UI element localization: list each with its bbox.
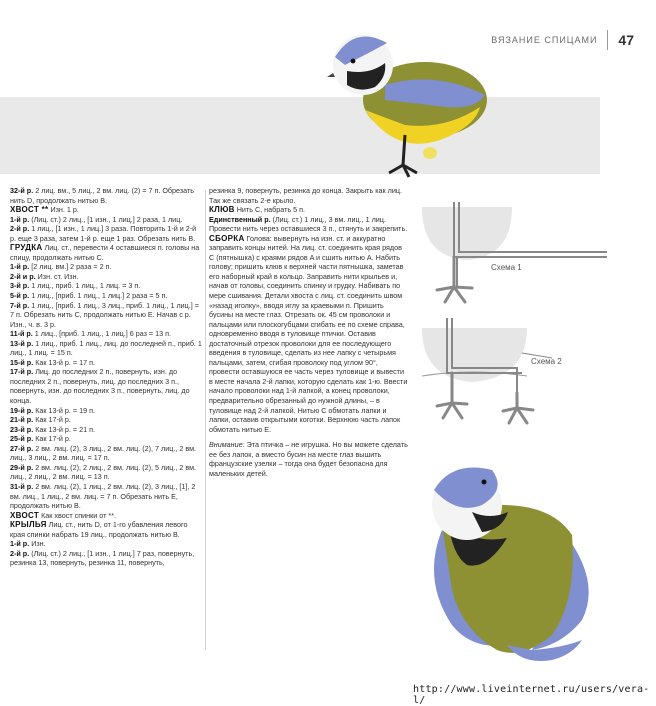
instruction-paragraph xyxy=(209,215,409,234)
row-label: 13-й р. xyxy=(10,338,34,348)
instruction-paragraph xyxy=(10,262,202,272)
instruction-text: Нить C, набрать 5 п. xyxy=(234,205,305,215)
row-label: 21-й р. xyxy=(10,415,34,425)
section-heading: КЛЮВ xyxy=(209,205,235,215)
row-label: 1-й р. xyxy=(10,214,30,224)
instruction-paragraph xyxy=(10,406,202,416)
instruction-text: 2 вм. лиц. (2), 2 лиц., 2 вм. лиц. (2), 5 лиц., 2 вм. лиц., 2 лиц., 2 вм. лиц. = 13 п. xyxy=(10,462,197,482)
instruction-text: Изн. 1 р. xyxy=(48,205,79,215)
section-title: ВЯЗАНИЕ СПИЦАМИ xyxy=(491,35,598,45)
row-label: 1-й р. xyxy=(10,262,30,272)
instruction-paragraph xyxy=(10,539,202,549)
row-label: 25-й р. xyxy=(10,434,34,444)
instruction-paragraph xyxy=(10,434,202,444)
instruction-paragraph xyxy=(10,281,202,291)
instruction-paragraph xyxy=(10,367,202,405)
instruction-text: 2 лиц. вм., 5 лиц., 2 вм. лиц. (2) = 7 п. Обрезать нить D, продолжать нитью B. xyxy=(10,186,195,205)
instruction-text: Голова: вывернуть на изн. ст. и аккуратно заправить концы нитей. На лиц. ст. соединить края рядов C (пятнышка) с краями рядов A и сшить нитью A. Набить голову; пришить клюв к верхней части пятнышка, заметав его наборный край в кольцо. Заправить нити крыльев и, начав от головы, соединить спинку и грудку. Набивать по мере сшивания. Детали хвоста с лиц. ст. соединить швом «назад иголку», вводя иглу за краевыми п. Пришить бусины на месте глаз. Отрезать ок. 45 см проволоки и пальцами или плоскогубцами сгибать ее по схеме справа, одновременно вводя в туловище птички. Оставив достаточный отрезок проволоки для ее последующего введения в туловище, сделать из нее лапку с четырьмя пальцами, затем, сгибая проволоку под углом 90°, провести оставшуюся ее часть через туловище и вывести в месте начала 2-й лапки, которую сделать как 1-ю. Ввести начало проволоки над 1-й лапкой, а конец проволоки, предварительно обрезанный до нужной длины, – в туловище над 2-й лапкой. Нитью C обмотать лапки и лапки, оставив открытыми коготки. Верхнюю часть лапок обмотать нитью E. xyxy=(209,233,408,434)
row-label: 19-й р. xyxy=(10,405,34,415)
section-heading: СБОРКА xyxy=(209,233,245,243)
source-url: http://www.liveinternet.ru/users/vera-l/ xyxy=(413,684,650,706)
column-divider xyxy=(205,190,206,650)
row-label: 31-й р. xyxy=(10,481,34,491)
instruction-paragraph xyxy=(10,291,202,301)
instruction-paragraph xyxy=(10,511,202,521)
row-label: 3-й р. xyxy=(10,281,30,291)
instruction-text: 1 лиц., [приб. 1 лиц., 3 лиц., приб. 1 лиц., 1 лиц.] = 7 п. Обрезать нить C, продолжать нитью E. Начав с р. Изн., ч. в. 3 р. xyxy=(10,300,199,329)
instruction-paragraph xyxy=(10,463,202,482)
row-label: 23-й р. xyxy=(10,424,34,434)
instruction-text: 1 лиц., приб. 1 лиц., 1 лиц. = 3 п. xyxy=(29,281,141,291)
hero-photo-band xyxy=(0,97,600,174)
instruction-text: Эта птичка – не игрушка. Но вы можете сделать ее без лапок, а вместо бусин на месте глаз вышить французские узелки – тогда она будет безопасна для маленьких детей. xyxy=(209,440,408,478)
row-label: 2-й и р. xyxy=(10,271,36,281)
instruction-paragraph xyxy=(10,520,202,539)
instruction-paragraph xyxy=(10,272,202,282)
instruction-paragraph xyxy=(209,234,409,434)
instruction-text: 1 лиц., [приб. 1 лиц., 1 лиц.] 6 раз = 13 п. xyxy=(32,329,172,339)
instruction-text: 2 вм. лиц. (2), 1 лиц., 2 вм. лиц. (2), 3 лиц., [1], 2 вм. лиц., 1 лиц., 2 вм. лиц. = 7 п. Обрезать нить E, продолжать нитью B. xyxy=(10,481,196,511)
scheme-2-diagram xyxy=(417,318,607,440)
instruction-text: Как 17-й р. xyxy=(33,415,71,425)
instruction-paragraph xyxy=(10,205,202,215)
bird-photo-side-view xyxy=(325,15,490,185)
instruction-paragraph xyxy=(10,339,202,358)
instruction-text: (Лиц. ст.) 1 лиц., 3 вм. лиц., 1 лиц. Провести нить через оставшиеся 3 п., стянуть и закрепить. xyxy=(209,214,408,234)
instruction-text: Лиц. ст., нить D, от 1-го убавления левого края спинки набрать 19 лиц., продолжать нитью B. xyxy=(10,520,188,539)
scheme-2-label: Схема 2 xyxy=(531,357,562,366)
section-heading: ГРУДКА xyxy=(10,243,43,253)
row-label: 7-й р. xyxy=(10,300,30,310)
instruction-text: Лиц. до последних 2 п., повернуть, изн. до последних 2 п., повернуть, лиц. до последних 3 п., повернуть, изн. до последних 3 п., повернуть, лиц. до конца. xyxy=(10,367,190,406)
instructions-column-1 xyxy=(10,186,202,568)
section-heading: КРЫЛЬЯ xyxy=(10,520,47,530)
instructions-column-2 xyxy=(209,186,409,478)
instruction-paragraph xyxy=(10,224,202,243)
instruction-paragraph xyxy=(10,215,202,225)
instruction-paragraph xyxy=(209,186,409,205)
instruction-paragraph xyxy=(10,329,202,339)
page-header xyxy=(491,30,634,50)
instruction-text: резинка 9, повернуть, резинка до конца. Закрыть как лиц. Так же связать 2-е крыло. xyxy=(209,186,402,205)
row-label: 27-й р. xyxy=(10,443,34,453)
instruction-paragraph xyxy=(10,482,202,511)
row-label: 1-й р. xyxy=(10,539,30,549)
instruction-text: [2 лиц. вм.] 2 раза = 2 п. xyxy=(29,262,112,272)
note-label: Внимание: xyxy=(209,440,245,450)
instruction-text: Как 13-й р. = 21 п. xyxy=(33,424,95,434)
bird-photo-top-view xyxy=(412,460,617,665)
section-heading: ХВОСТ xyxy=(10,510,40,520)
row-label: 2-й р. xyxy=(10,224,30,234)
instruction-text: Изн. xyxy=(29,539,46,549)
instruction-text: Изн. ст. Изн. xyxy=(35,271,79,281)
instruction-text: Лиц. ст., перевести 4 оставшиеся п. головы на спицу, продолжать нитью C. xyxy=(10,243,200,262)
scheme-1-diagram xyxy=(417,202,607,314)
row-label: 11-й р. xyxy=(10,329,33,339)
instruction-text: 1 лиц., приб. 1 лиц., лиц. до последней п., приб. 1 лиц., 1 лиц. = 15 п. xyxy=(10,338,202,358)
row-label: 29-й р. xyxy=(10,462,34,472)
instruction-paragraph xyxy=(10,301,202,330)
page-number: 47 xyxy=(618,32,634,48)
instruction-paragraph xyxy=(10,415,202,425)
instruction-text: 1 лиц., [приб. 1 лиц., 1 лиц.] 2 раза = 5 п. xyxy=(29,291,168,301)
instruction-text: Как хвост спинки от **. xyxy=(39,510,116,520)
instruction-paragraph xyxy=(10,186,202,205)
row-label: 32-й р. xyxy=(10,186,34,195)
header-divider xyxy=(607,30,608,50)
instruction-text: Как 13-й р. = 19 п. xyxy=(33,405,95,415)
instruction-paragraph xyxy=(209,205,409,215)
row-label: Единственный р. xyxy=(209,214,271,224)
scheme-1-label: Схема 1 xyxy=(491,263,522,272)
instruction-text: 1 лиц., [1 изн., 1 лиц.] 3 раза. Повторить 1-й и 2-й р. еще 3 раза, затем 1-й р. еще 1 раз. Обрезать нить B. xyxy=(10,224,197,243)
instruction-paragraph xyxy=(10,549,202,568)
row-label: 2-й р. xyxy=(10,548,30,558)
section-heading: ХВОСТ ** xyxy=(10,205,49,215)
instruction-text: 2 вм. лиц. (2), 3 лиц., 2 вм. лиц. (2), 7 лиц., 2 вм. лиц., 3 лиц., 2 вм. лиц. = 17 п. xyxy=(10,443,197,463)
instruction-text: (Лиц. ст.) 2 лиц., [1 изн., 1 лиц.] 7 раз, повернуть, резинка 13, повернуть, резинка 11, повернуть, xyxy=(10,548,195,568)
row-label: 17-й р. xyxy=(10,367,34,377)
instruction-paragraph xyxy=(10,358,202,368)
instruction-paragraph xyxy=(10,243,202,262)
row-label: 5-й р. xyxy=(10,291,30,301)
instruction-paragraph xyxy=(10,444,202,463)
instruction-paragraph xyxy=(10,425,202,435)
row-label: 15-й р. xyxy=(10,357,34,367)
instruction-text: Как 17-й р. xyxy=(33,434,71,444)
instruction-paragraph xyxy=(209,440,409,478)
instruction-text: Как 13-й р. = 17 п. xyxy=(33,357,95,367)
instruction-text: (Лиц. ст.) 2 лиц., [1 изн., 1 лиц.] 2 раза, 1 лиц. xyxy=(29,214,183,224)
